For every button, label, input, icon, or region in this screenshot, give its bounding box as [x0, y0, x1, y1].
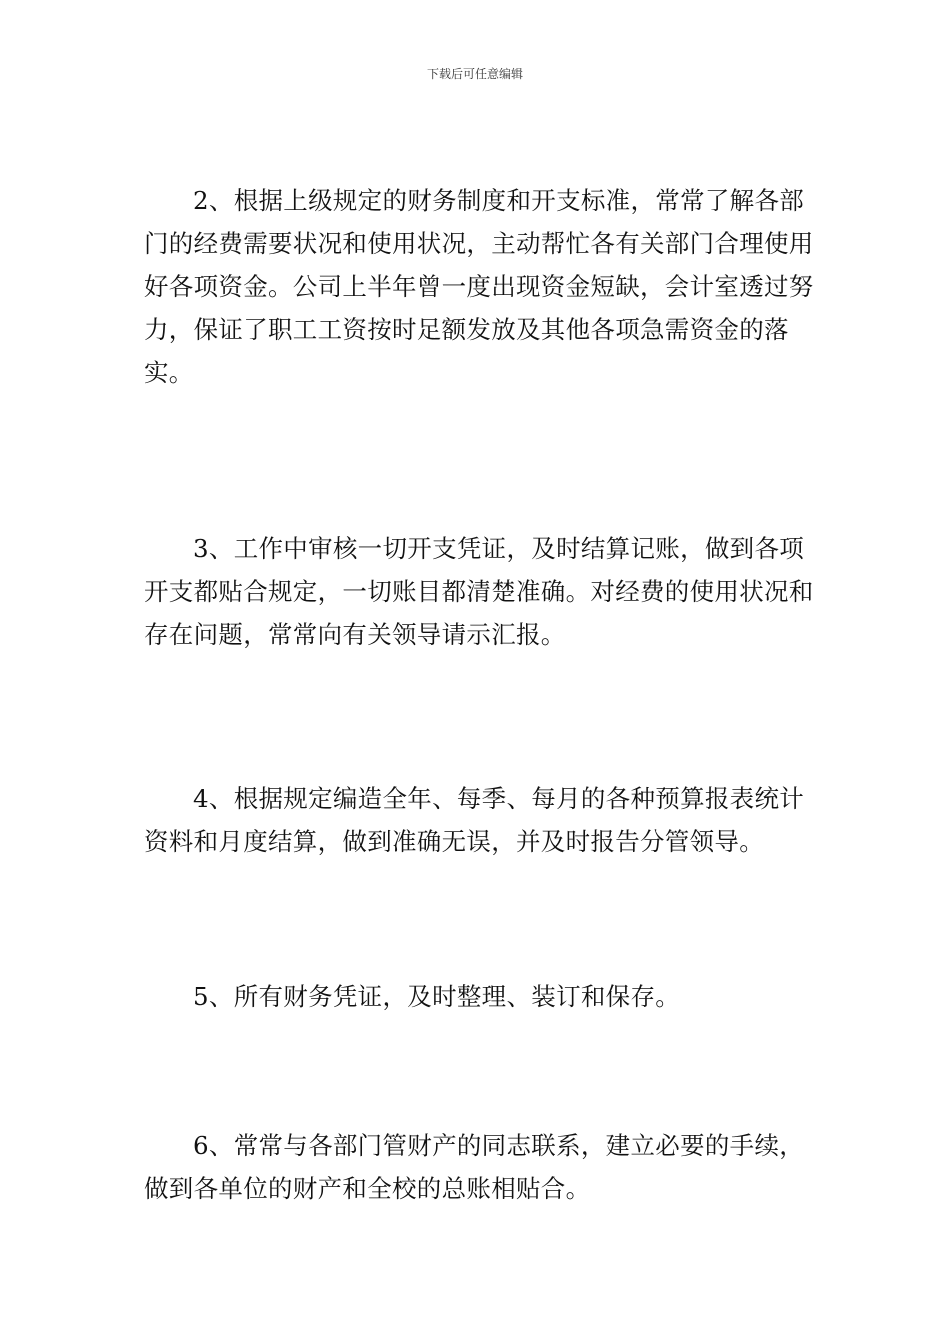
paragraph-item-3: 3、工作中审核一切开支凭证，及时结算记账，做到各项开支都贴合规定，一切账目都清楚准确。对经费的使用状况和存在问题，常常向有关领导请示汇报。	[144, 534, 814, 649]
page-header: 下载后可任意编辑	[426, 67, 523, 81]
paragraph-item-5: 5、所有财务凭证，及时整理、装订和保存。	[193, 982, 681, 1011]
paragraph-item-2: 2、根据上级规定的财务制度和开支标准，常常了解各部门的经费需要状况和使用状况，主动帮忙各有关部门合理使用好各项资金。公司上半年曾一度出现资金短缺，会计室透过努力，保证了职工工资按时足额发放及其他各项急需资金的落实。	[144, 186, 814, 387]
paragraph-item-6: 6、常常与各部门管财产的同志联系，建立必要的手续，做到各单位的财产和全校的总账相贴合。	[144, 1131, 805, 1203]
paragraph-item-4: 4、根据规定编造全年、每季、每月的各种预算报表统计资料和月度结算，做到准确无误，并及时报告分管领导。	[144, 784, 805, 856]
